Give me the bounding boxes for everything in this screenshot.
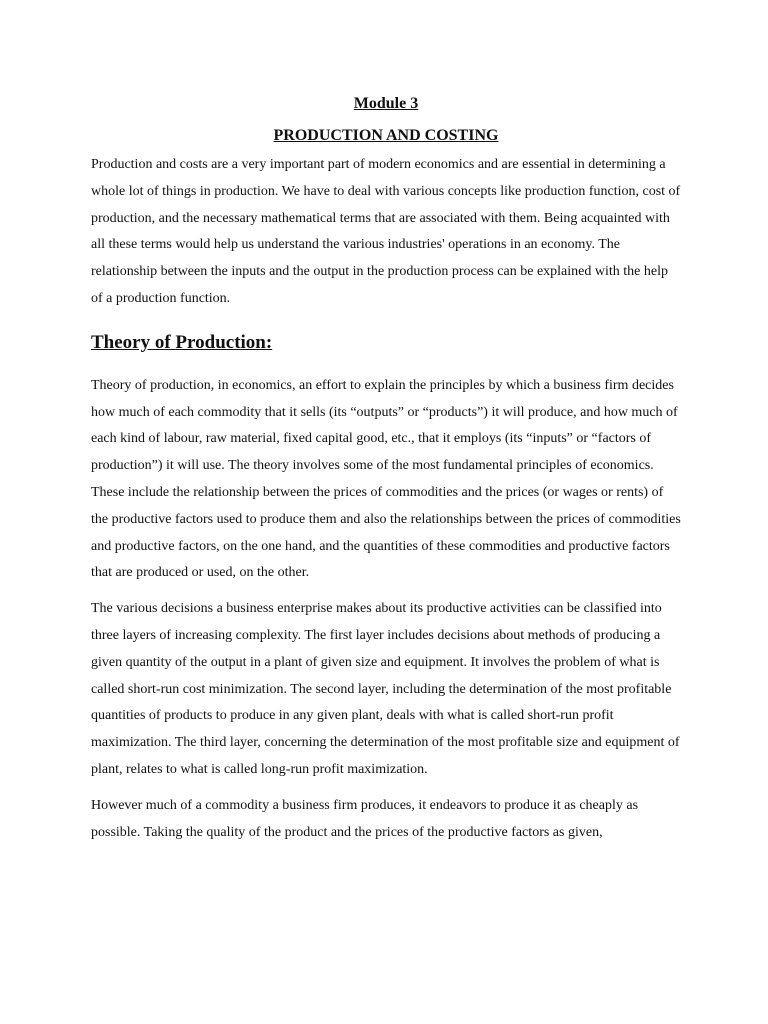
body-paragraph: However much of a commodity a business firm produces, it endeavors to produce it as cheaply as possible. Taking the quality of the product and the prices of the productive factors as given, <box>91 797 639 840</box>
intro-paragraph: Production and costs are a very important part of modern economics and are essential in determining a whole lot of things in production. We have to deal with various concepts like production function, cost of production, and the necessary mathematical terms that are associated with them. Being acquainted with all these terms would help us understand the various industries' operations in an economy. The relationship between the inputs and the output in the production process can be explained with the help of a production function. <box>91 157 681 306</box>
document-page <box>91 93 681 846</box>
body-paragraph: Theory of production, in economics, an effort to explain the principles by which a business firm decides how much of each commodity that it sells (its “outputs” or “products”) it will produce, and how much of each kind of labour, raw material, fixed capital good, etc., that it employs (its “inputs” or “factors of production”) it will use. The theory involves some of the most fundamental principles of economics. These include the relationship between the prices of commodities and the prices (or wages or rents) of the productive factors used to produce them and also the relationships between the prices of commodities and productive factors, on the one hand, and the quantities of these commodities and productive factors that are produced or used, on the other. <box>91 377 681 581</box>
document-title: PRODUCTION AND COSTING <box>273 127 499 144</box>
section-heading: Theory of Production: <box>91 331 273 353</box>
module-label: Module 3 <box>353 95 419 112</box>
body-paragraph: The various decisions a business enterprise makes about its productive activities can be classified into three layers of increasing complexity. The first layer includes decisions about methods of producing a given quantity of the output in a plant of given size and equipment. It involves the problem of what is called short-run cost minimization. The second layer, including the determination of the most profitable quantities of products to produce in any given plant, deals with what is called short-run profit maximization. The third layer, concerning the determination of the most profitable size and equipment of plant, relates to what is called long-run profit maximization. <box>91 601 680 777</box>
